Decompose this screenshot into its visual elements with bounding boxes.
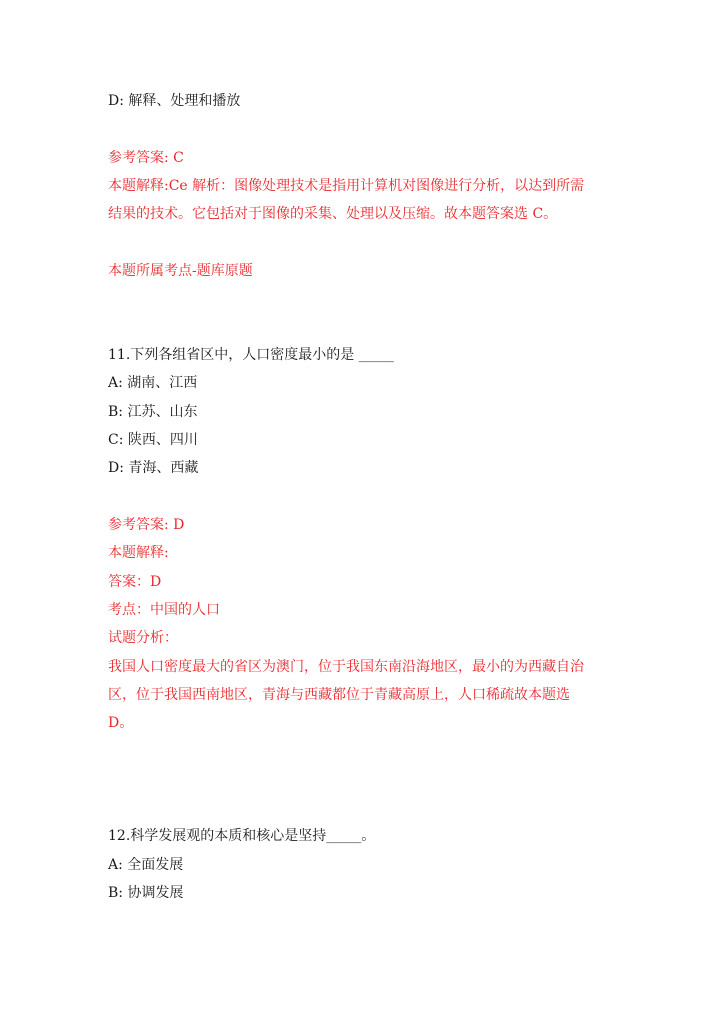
q11-analysis-line-1: 我国人口密度最大的省区为澳门，位于我国东南沿海地区，最小的为西藏自治	[108, 659, 584, 675]
q11-option-c: C: 陕西、四川	[108, 432, 198, 448]
prev-answer: 参考答案: C	[108, 150, 184, 166]
prev-explanation-line-1: 本题解释:Ce 解析：图像处理技术是指用计算机对图像进行分析，以达到所需	[108, 178, 585, 194]
q12-option-b: B: 协调发展	[108, 885, 184, 901]
q11-explanation-title: 本题解释:	[108, 545, 169, 561]
q12-question: 12.科学发展观的本质和核心是坚持_____。	[108, 828, 376, 844]
q11-analysis-line-2: 区，位于我国西南地区，青海与西藏都位于青藏高原上，人口稀疏故本题选	[108, 687, 570, 703]
q11-option-b: B: 江苏、山东	[108, 404, 198, 420]
q11-analysis-line-3: D。	[108, 715, 134, 731]
q11-analysis-title: 试题分析：	[108, 630, 178, 646]
prev-explanation-line-2: 结果的技术。它包括对于图像的采集、处理以及压缩。故本题答案选 C。	[108, 206, 558, 222]
q11-topic: 考点：中国的人口	[108, 602, 220, 618]
q11-question: 11.下列各组省区中，人口密度最小的是 _____	[108, 347, 394, 363]
q11-answer-detail: 答案：D	[108, 574, 162, 590]
q12-option-a: A: 全面发展	[108, 857, 184, 873]
q11-answer: 参考答案: D	[108, 517, 185, 533]
prev-source: 本题所属考点-题库原题	[108, 263, 253, 279]
q11-option-a: A: 湖南、江西	[108, 375, 198, 391]
q11-option-d: D: 青海、西藏	[108, 460, 199, 476]
prev-option-d: D: 解释、处理和播放	[108, 93, 241, 109]
